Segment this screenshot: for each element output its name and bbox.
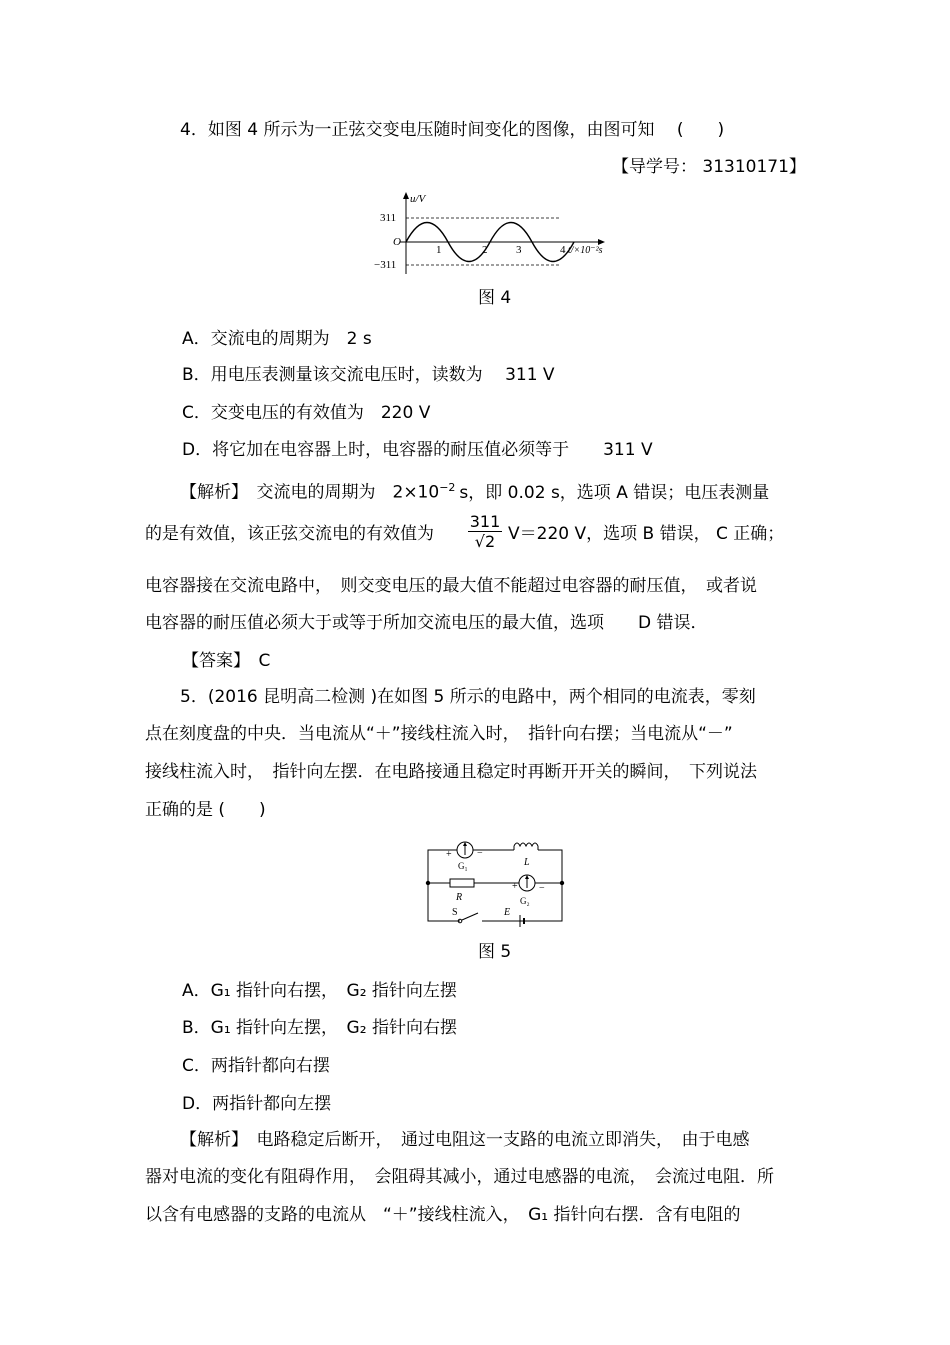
switch-label: S: [452, 907, 458, 918]
svg-text:−: −: [539, 883, 545, 894]
resistor-label: R: [456, 892, 463, 903]
g2-label: G₂: [520, 896, 530, 906]
svg-text:+: +: [512, 881, 518, 892]
g1-label: G₁: [458, 861, 468, 871]
q5-stem-line-1: 5．(2016 昆明高二检测 )在如图 5 所示的电路中，两个相同的电流表，零刻: [180, 687, 756, 707]
y-tick-max: 311: [380, 212, 397, 224]
q5-stem-line-4: 正确的是 ( ): [145, 800, 266, 820]
fraction-311-over-sqrt2: $\frac{311}{√2}$: [469, 512, 501, 551]
q5-analysis-line-2: 器对电流的变化有阻碍作用， 会阻碍其减小，通过电感器的电流， 会流过电阻．所: [145, 1167, 774, 1187]
q4-option-c: C．交变电压的有效值为 220 V: [182, 403, 431, 423]
inductor-icon: [514, 843, 538, 846]
q5-stem-line-3: 接线柱流入时， 指针向左摆．在电路接通且稳定时再断开开关的瞬间， 下列说法: [145, 762, 757, 782]
x-tick-1: 1: [436, 244, 442, 256]
q4-analysis-line-3: 电容器接在交流电路中， 则交变电压的最大值不能超过电容器的耐压值， 或者说: [145, 576, 757, 596]
x-tick-4: 4: [560, 244, 566, 256]
svg-text:−: −: [477, 848, 483, 859]
q4-analysis-line-2a: 的是有效值，该正弦交流电的有效值为: [145, 524, 434, 544]
q4-option-d: D．将它加在电容器上时，电容器的耐压值必须等于 311 V: [182, 440, 653, 460]
figure-4-sine-graph: [370, 190, 610, 280]
switch-icon: [462, 913, 478, 920]
y-axis-label: u/V: [410, 193, 426, 205]
q5-option-b: B．G₁ 指针向左摆， G₂ 指针向右摆: [182, 1018, 457, 1038]
origin-label: O: [393, 236, 401, 248]
q5-option-d: D．两指针都向左摆: [182, 1094, 332, 1114]
figure-5-caption: 图 5: [478, 942, 512, 962]
q4-analysis-line-4: 电容器的耐压值必须大于或等于所加交流电压的最大值，选项 D 错误．: [145, 613, 708, 633]
q4-answer: 【答案】 C: [182, 651, 271, 671]
y-tick-min: −311: [374, 259, 397, 271]
battery-label: E: [504, 907, 511, 918]
q5-option-c: C．两指针都向右摆: [182, 1056, 330, 1076]
q5-stem-line-2: 点在刻度盘的中央．当电流从“＋”接线柱流入时， 指针向右摆；当电流从“－”: [145, 724, 733, 744]
svg-text:+: +: [446, 849, 452, 860]
q4-option-b: B．用电压表测量该交流电压时，读数为 311 V: [182, 365, 555, 385]
figure-5-circuit: [420, 833, 570, 928]
guide-number: 【导学号： 31310171】: [612, 157, 806, 177]
q5-analysis-line-3: 以含有电感器的支路的电流从 “＋”接线柱流入， G₁ 指针向右摆．含有电阻的: [145, 1205, 741, 1225]
x-tick-2: 2: [482, 244, 488, 256]
q5-analysis-line-1: 【解析】 电路稳定后断开， 通过电阻这一支路的电流立即消失， 由于电感: [180, 1130, 750, 1150]
x-axis-label: t/×10⁻²s: [568, 245, 603, 256]
resistor-icon: [450, 879, 474, 887]
inductor-label: L: [524, 857, 530, 868]
q5-option-a: A．G₁ 指针向右摆， G₂ 指针向左摆: [182, 981, 457, 1001]
x-tick-3: 3: [516, 244, 522, 256]
figure-4-caption: 图 4: [478, 288, 512, 308]
q4-option-a: A．交流电的周期为 2 s: [182, 329, 372, 349]
q4-analysis-line-1: 【解析】 交流电的周期为 $2\times 10^{-2}$ s，即 0.02 s，选项 A 错误；电压表测量: [180, 481, 770, 503]
q4-analysis-line-2b: V＝220 V，选项 B 错误， C 正确；: [508, 524, 785, 544]
q4-stem: 4．如图 4 所示为一正弦交变电压随时间变化的图像，由图可知 ( ): [180, 120, 725, 140]
